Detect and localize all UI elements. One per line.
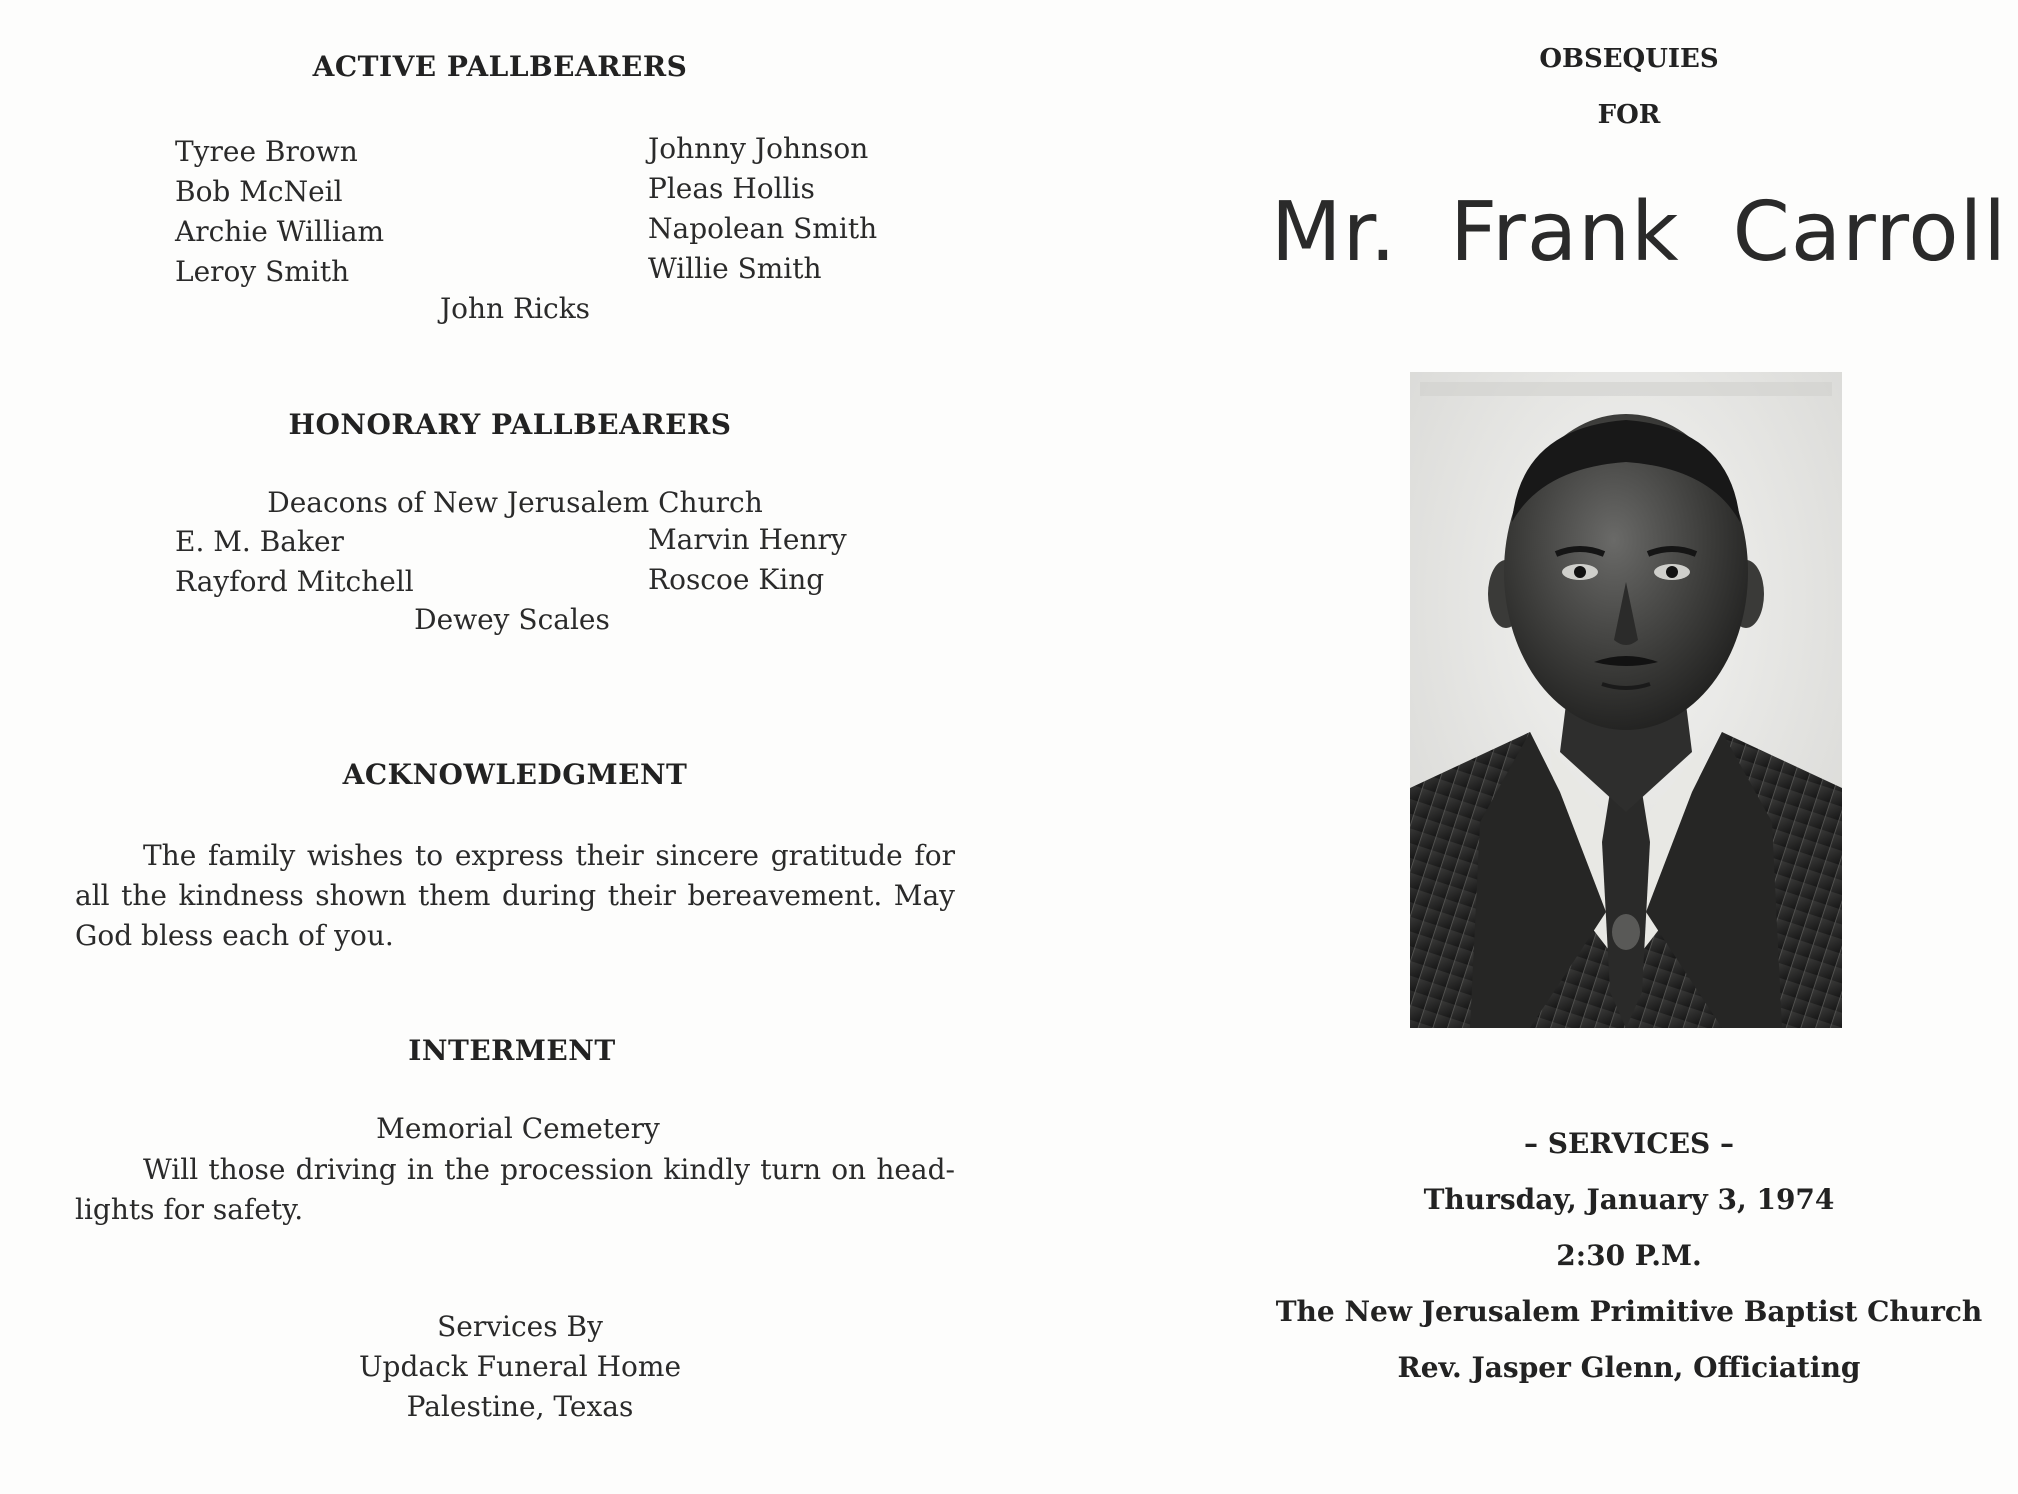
active-pallbearer-center: John Ricks	[439, 292, 591, 325]
service-date: Thursday, January 3, 1974	[1423, 1183, 1835, 1216]
services-heading: – SERVICES –	[1524, 1127, 1734, 1160]
acknowledgment-text-block	[75, 836, 955, 956]
interment-text-block	[75, 1150, 955, 1230]
active-pallbearers-heading: ACTIVE PALLBEARERS	[312, 50, 688, 83]
for-heading: FOR	[1597, 100, 1661, 130]
active-pallbearer-name: Johnny Johnson	[648, 132, 869, 165]
portrait-illustration	[1410, 372, 1842, 1028]
honorary-pallbearers-heading: HONORARY PALLBEARERS	[288, 408, 732, 441]
honorary-pallbearer-name: Roscoe King	[648, 563, 825, 596]
deceased-name: Mr. Frank Carroll	[1270, 185, 2008, 280]
active-pallbearer-name: Bob McNeil	[175, 175, 343, 208]
interment-heading: INTERMENT	[408, 1034, 616, 1067]
active-pallbearer-name: Archie William	[175, 215, 385, 248]
services-by-label: Services By	[437, 1310, 603, 1343]
service-officiant: Rev. Jasper Glenn, Officiating	[1397, 1351, 1861, 1384]
left-page	[0, 0, 1000, 1494]
acknowledgment-heading: ACKNOWLEDGMENT	[342, 758, 688, 791]
active-pallbearer-name: Tyree Brown	[175, 135, 358, 168]
acknowledgment-text: The family wishes to express their sincere gratitude for all the kindness shown them during their bereavement. May God bless each of you.	[75, 839, 955, 952]
honorary-pallbearer-name: Marvin Henry	[648, 523, 847, 556]
active-pallbearer-name: Napolean Smith	[648, 212, 878, 245]
interment-place: Memorial Cemetery	[376, 1112, 660, 1145]
funeral-home-location: Palestine, Texas	[406, 1390, 634, 1423]
interment-text: Will those driving in the procession kindly turn on head-lights for safety.	[75, 1153, 955, 1226]
active-pallbearer-name: Leroy Smith	[175, 255, 350, 288]
honorary-pallbearer-center: Dewey Scales	[414, 603, 610, 636]
active-pallbearer-name: Willie Smith	[648, 252, 822, 285]
portrait-photo	[1410, 372, 1842, 1028]
obsequies-heading: OBSEQUIES	[1539, 44, 1719, 74]
honorary-intro: Deacons of New Jerusalem Church	[267, 486, 763, 519]
honorary-pallbearer-name: E. M. Baker	[175, 525, 344, 558]
funeral-home-name: Updack Funeral Home	[358, 1350, 682, 1383]
service-time: 2:30 P.M.	[1556, 1239, 1702, 1272]
right-page	[1240, 0, 2018, 1494]
honorary-pallbearer-name: Rayford Mitchell	[175, 565, 414, 598]
active-pallbearer-name: Pleas Hollis	[648, 172, 815, 205]
service-church: The New Jerusalem Primitive Baptist Church	[1275, 1295, 1983, 1328]
